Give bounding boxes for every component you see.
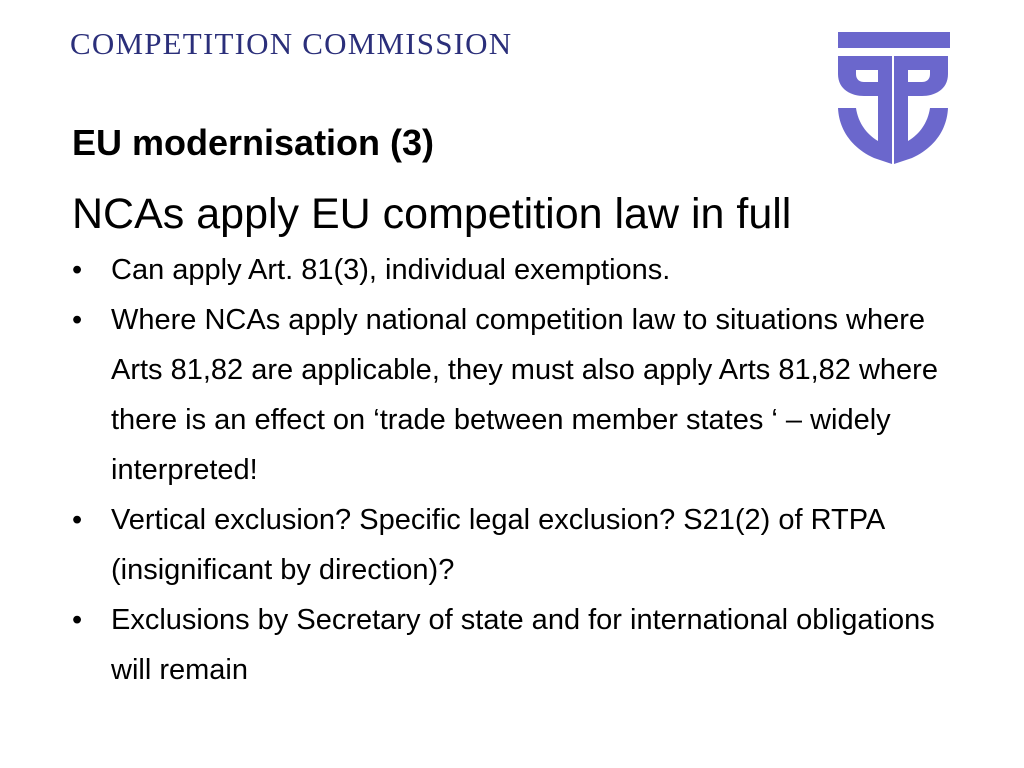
slide-title: EU modernisation (3) <box>72 122 435 163</box>
bullet-dot-icon: • <box>72 504 83 536</box>
bullet-list <box>72 245 962 695</box>
bullet-item <box>72 295 962 495</box>
slide-subtitle: NCAs apply EU competition law in full <box>72 190 792 238</box>
bullet-dot-icon: • <box>72 254 83 286</box>
bullet-dot-icon: • <box>72 304 83 336</box>
organization-name: COMPETITION COMMISSION <box>70 26 513 61</box>
bullet-item <box>72 595 962 695</box>
competition-commission-logo-icon <box>834 32 952 166</box>
bullet-text: Can apply Art. 81(3), individual exemptions. <box>111 254 671 286</box>
bullet-dot-icon: • <box>72 604 83 636</box>
bullet-text: Exclusions by Secretary of state and for international obligations will remain <box>111 604 935 686</box>
bullet-item <box>72 495 962 595</box>
bullet-item <box>72 245 962 295</box>
bullet-text: Where NCAs apply national competition law to situations where Arts 81,82 are applicable, they must also apply Arts 81,82 where there is an effect on ‘trade between member states ‘ – widely interpreted! <box>111 304 938 486</box>
bullet-text: Vertical exclusion? Specific legal exclusion? S21(2) of RTPA (insignificant by direction)? <box>111 504 884 586</box>
